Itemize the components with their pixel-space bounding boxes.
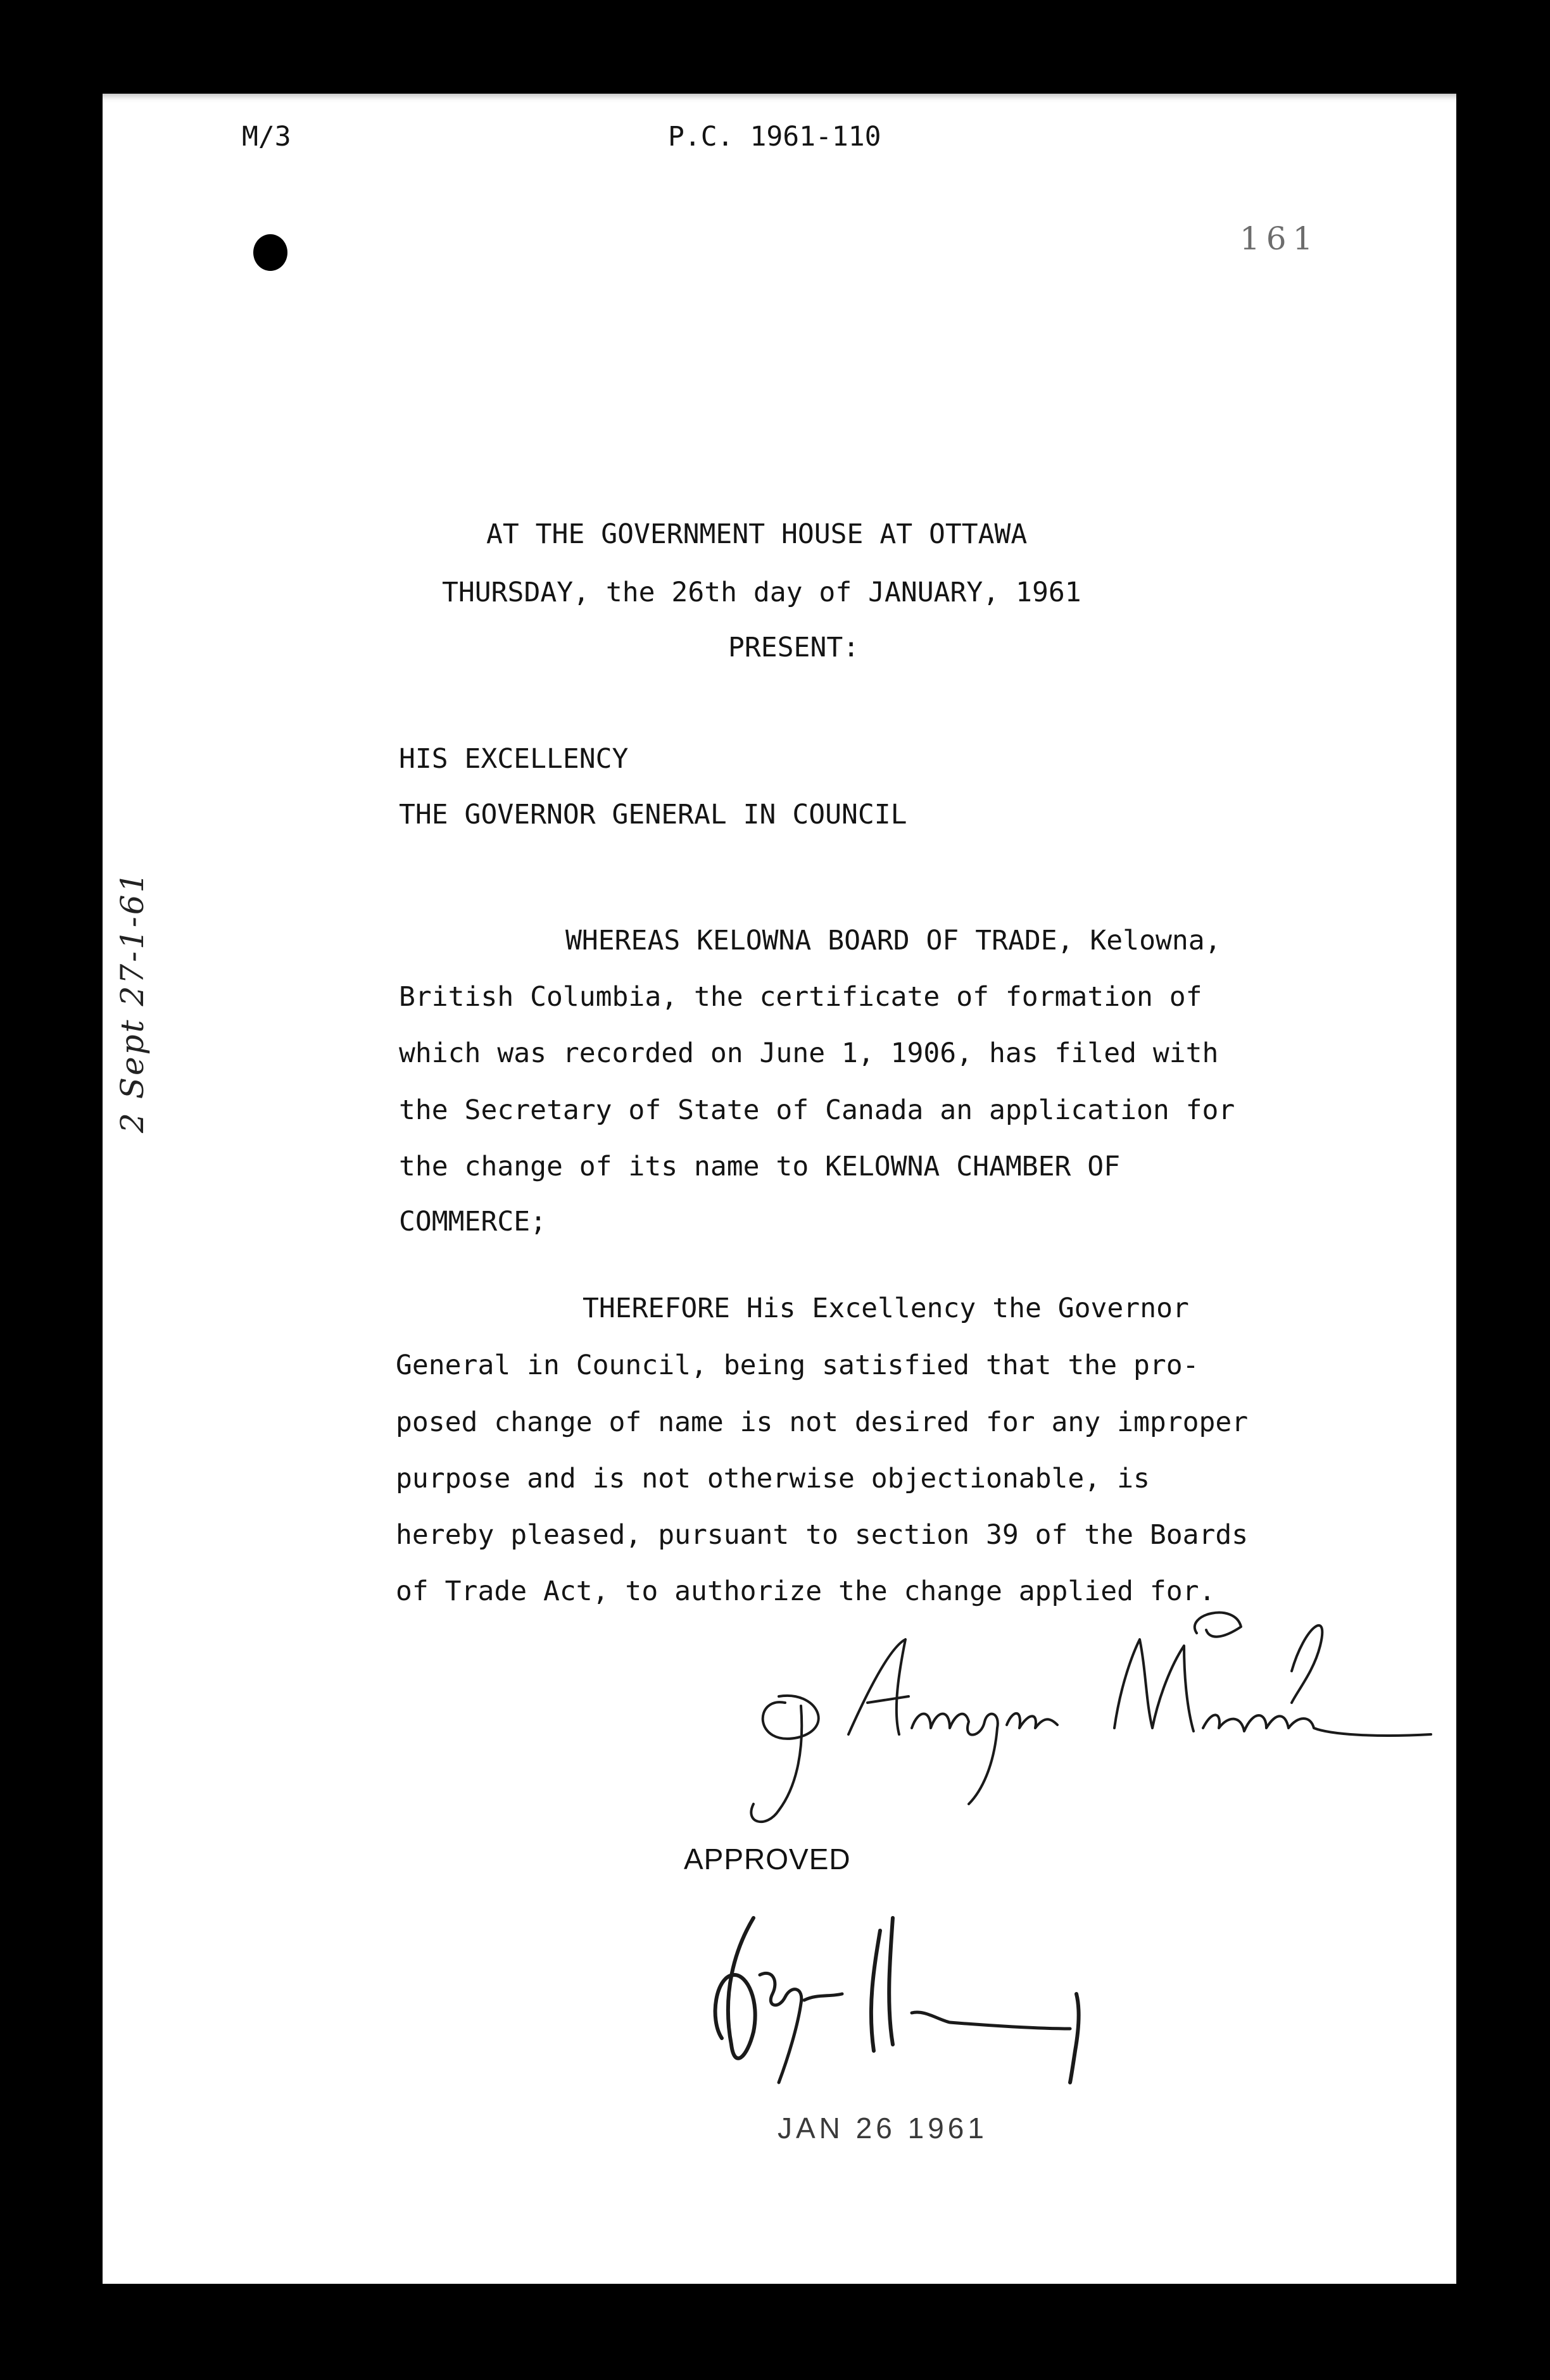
- margin-handwritten-note: 2 Sept 27-1-61: [114, 870, 151, 1133]
- body-line: British Columbia, the certificate of formation of: [399, 981, 1202, 1013]
- body-line: the change of its name to KELOWNA CHAMBER OF: [399, 1151, 1121, 1182]
- body-line: WHEREAS KELOWNA BOARD OF TRADE, Kelowna,: [565, 925, 1221, 956]
- order-number: P.C. 1961-110: [668, 121, 881, 153]
- clerk-signature: [741, 1601, 1437, 1829]
- heading-present: PRESENT:: [728, 632, 860, 663]
- body-line: hereby pleased, pursuant to section 39 of the Boards: [396, 1519, 1249, 1551]
- body-line: THEREFORE His Excellency the Governor: [583, 1293, 1189, 1324]
- body-line: of Trade Act, to authorize the change applied for.: [396, 1575, 1216, 1607]
- date-stamp: JAN 26 1961: [778, 2112, 988, 2145]
- body-line: posed change of name is not desired for any improper: [396, 1406, 1249, 1438]
- heading-location: AT THE GOVERNMENT HOUSE AT OTTAWA: [486, 518, 1028, 550]
- body-line: the Secretary of State of Canada an application for: [399, 1094, 1235, 1126]
- present-line-2: THE GOVERNOR GENERAL IN COUNCIL: [399, 799, 907, 830]
- file-reference: M/3: [242, 121, 291, 153]
- body-line: General in Council, being satisfied that the pro-: [396, 1350, 1199, 1381]
- present-line-1: HIS EXCELLENCY: [399, 743, 629, 775]
- body-line: purpose and is not otherwise objectionable, is: [396, 1463, 1150, 1494]
- approved-label: APPROVED: [684, 1843, 851, 1876]
- body-line: COMMERCE;: [399, 1206, 546, 1237]
- governor-signature: [684, 1893, 1140, 2095]
- page-number: 161: [1240, 220, 1320, 257]
- punch-hole: [253, 234, 287, 271]
- body-line: which was recorded on June 1, 1906, has filed with: [399, 1037, 1219, 1069]
- heading-date: THURSDAY, the 26th day of JANUARY, 1961: [442, 577, 1081, 608]
